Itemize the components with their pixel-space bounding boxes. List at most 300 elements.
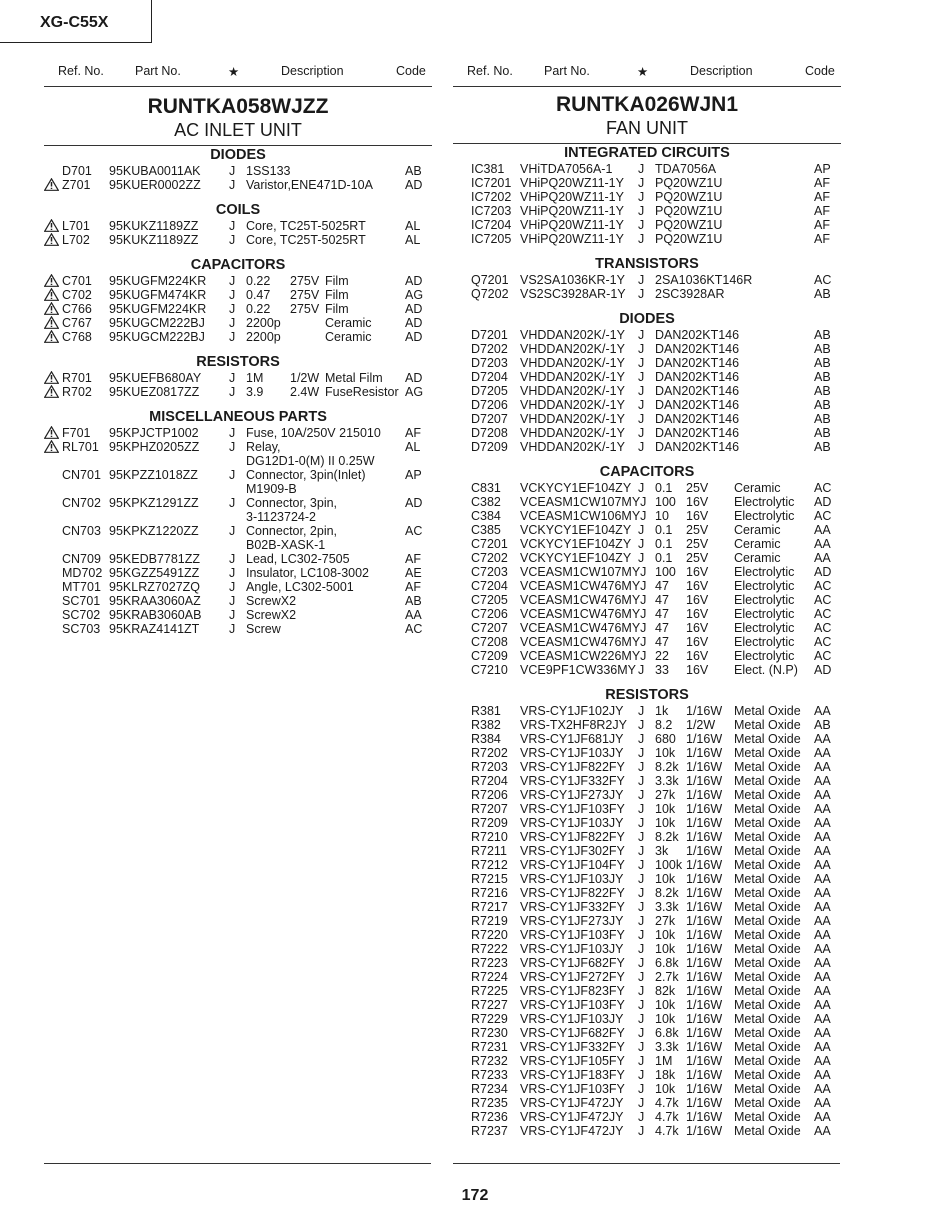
cell-d3: Metal Oxide <box>734 998 801 1012</box>
cell-d1: 0.1 <box>655 551 673 565</box>
cell-code: AF <box>405 426 421 440</box>
cell-ref: C7205 <box>471 593 508 607</box>
cell-d2: 1/16W <box>686 774 723 788</box>
cell-ref: C768 <box>62 330 92 344</box>
cell-d1: M1909-B <box>246 482 297 496</box>
table-row <box>453 1124 841 1138</box>
cell-d3: Electrolytic <box>734 607 795 621</box>
cell-d1: PQ20WZ1U <box>655 176 723 190</box>
cell-code: AA <box>814 956 831 970</box>
table-row <box>453 1068 841 1082</box>
cell-d3: Metal Oxide <box>734 1040 801 1054</box>
cell-ref: R381 <box>471 704 501 718</box>
warning-triangle-icon <box>44 233 59 246</box>
warning-triangle-icon <box>44 316 59 329</box>
cell-code: AD <box>405 274 423 288</box>
cell-d1: TDA7056A <box>655 162 717 176</box>
cell-ref: R7237 <box>471 1124 508 1138</box>
cell-code: AA <box>814 872 831 886</box>
table-row <box>453 788 841 802</box>
cell-d2: 16V <box>686 663 709 677</box>
cell-code: AA <box>814 998 831 1012</box>
warning-triangle-icon <box>44 302 59 315</box>
right-column <box>453 62 841 1138</box>
cell-d3: Ceramic <box>325 330 372 344</box>
cell-d1: DAN202KT146 <box>655 370 740 384</box>
cell-code: AB <box>814 370 831 384</box>
cell-d1: 1k <box>655 704 669 718</box>
cell-code: AC <box>814 481 832 495</box>
cell-d1: Angle, LC302-5001 <box>246 580 354 594</box>
cell-code: AB <box>814 356 831 370</box>
cell-j: J <box>229 552 236 566</box>
cell-j: J <box>638 830 645 844</box>
cell-d2: 16V <box>686 635 709 649</box>
cell-code: AB <box>814 384 831 398</box>
cell-d1: 100k <box>655 858 683 872</box>
cell-d3: Metal Oxide <box>734 886 801 900</box>
cell-j: J <box>638 356 645 370</box>
cell-j: J <box>638 858 645 872</box>
cell-ref: C7203 <box>471 565 508 579</box>
cell-code: AC <box>814 509 832 523</box>
header-ref: Ref. No. <box>467 64 513 78</box>
cell-j: J <box>229 164 236 178</box>
cell-code: AP <box>814 162 831 176</box>
cell-code: AD <box>814 565 832 579</box>
cell-ref: R7209 <box>471 816 508 830</box>
cell-code: AA <box>814 942 831 956</box>
table-row <box>453 914 841 928</box>
cell-d3: Metal Oxide <box>734 1054 801 1068</box>
cell-ref: C7208 <box>471 635 508 649</box>
cell-j: J <box>638 984 645 998</box>
table-row <box>453 830 841 844</box>
cell-code: AA <box>814 1096 831 1110</box>
cell-ref: R7234 <box>471 1082 508 1096</box>
cell-d1: 4.7k <box>655 1110 679 1124</box>
cell-d1: 47 <box>655 635 669 649</box>
cell-code: AA <box>814 1026 831 1040</box>
cell-j: J <box>638 398 645 412</box>
cell-d1: B02B-XASK-1 <box>246 538 326 552</box>
cell-part: 95KUKZ1189ZZ <box>109 219 199 233</box>
cell-d1: 3.3k <box>655 1040 679 1054</box>
footer-rule-right <box>453 1163 840 1164</box>
cell-d1: 10k <box>655 928 676 942</box>
cell-part: 95KPKZ1291ZZ <box>109 496 199 510</box>
cell-d2: 1/16W <box>686 830 723 844</box>
cell-j: J <box>638 844 645 858</box>
cell-ref: R7207 <box>471 802 508 816</box>
cell-part: VRS-CY1JF103JY <box>520 1012 624 1026</box>
cell-ref: IC7201 <box>471 176 512 190</box>
cell-code: AD <box>814 663 832 677</box>
table-row <box>453 565 841 579</box>
cell-d3: Electrolytic <box>734 565 795 579</box>
table-row <box>44 468 432 482</box>
cell-j: J <box>638 232 645 246</box>
cell-ref: C766 <box>62 302 92 316</box>
cell-d1: ScrewX2 <box>246 608 297 622</box>
cell-d3: FuseResistor <box>325 385 399 399</box>
cell-ref: R702 <box>62 385 92 399</box>
cell-d2: 1/16W <box>686 760 723 774</box>
cell-j: J <box>638 176 645 190</box>
cell-part: VS2SC3928AR-1Y <box>520 287 626 301</box>
cell-part: VCKYCY1EF104ZY <box>520 537 632 551</box>
table-row <box>44 288 432 302</box>
cell-code: AA <box>814 928 831 942</box>
cell-ref: IC7202 <box>471 190 512 204</box>
cell-d1: 0.22 <box>246 302 271 316</box>
cell-j: J <box>638 218 645 232</box>
cell-code: AD <box>405 330 423 344</box>
cell-d3: Metal Oxide <box>734 760 801 774</box>
cell-d1: 10k <box>655 1082 676 1096</box>
cell-d2: 1/2W <box>290 371 320 385</box>
cell-part: 95KPJCTP1002 <box>109 426 199 440</box>
cell-code: AB <box>814 412 831 426</box>
cell-d2: 25V <box>686 523 709 537</box>
table-row <box>44 594 432 608</box>
table-row <box>44 608 432 622</box>
table-row <box>44 580 432 594</box>
cell-j: J <box>229 496 236 510</box>
cell-d3: Metal Oxide <box>734 914 801 928</box>
table-row <box>44 164 432 178</box>
cell-d1: Connector, 3pin, <box>246 496 338 510</box>
cell-d1: 47 <box>655 579 669 593</box>
cell-code: AF <box>405 552 421 566</box>
cell-code: AA <box>814 523 831 537</box>
cell-d2: 1/16W <box>686 1054 723 1068</box>
cell-code: AB <box>814 718 831 732</box>
cell-j: J <box>638 970 645 984</box>
cell-part: VHDDAN202K/-1Y <box>520 440 625 454</box>
cell-j: J <box>638 287 645 301</box>
cell-ref: R7223 <box>471 956 508 970</box>
cell-code: AA <box>814 732 831 746</box>
table-row <box>453 704 841 718</box>
cell-ref: R7216 <box>471 886 508 900</box>
table-row <box>453 593 841 607</box>
cell-part: VHDDAN202K/-1Y <box>520 412 625 426</box>
cell-part: VRS-CY1JF103FY <box>520 928 625 942</box>
cell-ref: Q7202 <box>471 287 509 301</box>
table-row <box>453 1110 841 1124</box>
cell-d2: 16V <box>686 495 709 509</box>
cell-j: J <box>638 412 645 426</box>
cell-d2: 1/16W <box>686 1012 723 1026</box>
cell-d1: 2200p <box>246 330 281 344</box>
cell-j: J <box>638 384 645 398</box>
cell-part: VHDDAN202K/-1Y <box>520 426 625 440</box>
cell-j: J <box>638 537 645 551</box>
cell-ref: D7206 <box>471 398 508 412</box>
cell-part: VRS-CY1JF103JY <box>520 872 624 886</box>
cell-code: AC <box>814 621 832 635</box>
cell-j: J <box>638 1068 645 1082</box>
cell-j: J <box>638 886 645 900</box>
cell-code: AB <box>405 164 422 178</box>
table-row <box>453 663 841 677</box>
cell-part: VRS-TX2HF8R2JY <box>520 718 627 732</box>
cell-d3: Metal Oxide <box>734 704 801 718</box>
cell-part: VRS-CY1JF472JY <box>520 1110 624 1124</box>
cell-ref: R384 <box>471 732 501 746</box>
cell-code: AF <box>814 204 830 218</box>
unit-name: AC INLET UNIT <box>174 120 302 140</box>
cell-part: VRS-CY1JF103FY <box>520 802 625 816</box>
cell-d3: Ceramic <box>325 316 372 330</box>
header-desc: Description <box>690 64 753 78</box>
cell-ref: D7204 <box>471 370 508 384</box>
table-row <box>44 426 432 440</box>
cell-d1: DAN202KT146 <box>655 328 740 342</box>
cell-j: J <box>229 288 236 302</box>
cell-d1: DAN202KT146 <box>655 342 740 356</box>
warning-triangle-icon <box>44 274 59 287</box>
table-row <box>44 178 432 192</box>
section-heading: RESISTORS <box>605 687 689 703</box>
cell-d2: 1/16W <box>686 872 723 886</box>
cell-ref: D7209 <box>471 440 508 454</box>
warning-triangle-icon <box>44 385 59 398</box>
cell-j: J <box>229 594 236 608</box>
cell-j: J <box>229 178 236 192</box>
cell-d1: 2200p <box>246 316 281 330</box>
cell-d1: DAN202KT146 <box>655 440 740 454</box>
cell-code: AA <box>814 970 831 984</box>
section-heading: CAPACITORS <box>190 257 286 273</box>
cell-code: AA <box>814 914 831 928</box>
cell-part: 95KUGCM222BJ <box>109 316 205 330</box>
cell-code: AD <box>405 371 423 385</box>
cell-code: AF <box>405 580 421 594</box>
cell-part: VRS-CY1JF302FY <box>520 844 625 858</box>
table-row <box>453 1082 841 1096</box>
cell-part: VCEASM1CW476MYJ <box>520 607 647 621</box>
column-header <box>44 62 432 87</box>
cell-j: J <box>638 1026 645 1040</box>
cell-j: J <box>638 774 645 788</box>
cell-d3: Electrolytic <box>734 635 795 649</box>
cell-ref: L702 <box>62 233 90 247</box>
cell-j: J <box>638 1012 645 1026</box>
cell-code: AD <box>405 316 423 330</box>
table-row <box>453 509 841 523</box>
cell-part: VCEASM1CW476MYJ <box>520 593 647 607</box>
cell-j: J <box>638 1124 645 1138</box>
cell-d1: 22 <box>655 649 669 663</box>
cell-code: AD <box>814 495 832 509</box>
cell-j: J <box>638 900 645 914</box>
cell-j: J <box>229 622 236 636</box>
table-row <box>44 302 432 316</box>
cell-ref: C7209 <box>471 649 508 663</box>
cell-j: J <box>229 219 236 233</box>
cell-code: AA <box>814 1054 831 1068</box>
cell-d2: 25V <box>686 537 709 551</box>
cell-d3: Film <box>325 288 349 302</box>
cell-part: 95KPKZ1220ZZ <box>109 524 199 538</box>
cell-code: AA <box>814 746 831 760</box>
cell-d2: 1/16W <box>686 984 723 998</box>
cell-code: AF <box>814 176 830 190</box>
cell-ref: MD702 <box>62 566 103 580</box>
cell-d1: 8.2k <box>655 760 679 774</box>
cell-part: VCKYCY1EF104ZY <box>520 523 632 537</box>
cell-d1: DAN202KT146 <box>655 356 740 370</box>
cell-part: VRS-CY1JF472JY <box>520 1096 624 1110</box>
cell-d3: Electrolytic <box>734 579 795 593</box>
unit-name: FAN UNIT <box>605 118 688 138</box>
cell-j: J <box>638 162 645 176</box>
cell-part: VHDDAN202K/-1Y <box>520 398 625 412</box>
cell-code: AA <box>814 704 831 718</box>
table-row <box>453 746 841 760</box>
cell-d1: 100 <box>655 565 676 579</box>
table-row <box>44 566 432 580</box>
cell-j: J <box>229 302 236 316</box>
cell-part: VHDDAN202K/-1Y <box>520 328 625 342</box>
cell-part: 95KEDB7781ZZ <box>109 552 201 566</box>
table-row <box>44 385 432 399</box>
cell-d3: Metal Oxide <box>734 774 801 788</box>
cell-part: 95KLRZ7027ZQ <box>109 580 201 594</box>
cell-d1: PQ20WZ1U <box>655 204 723 218</box>
cell-ref: D7203 <box>471 356 508 370</box>
table-row <box>453 956 841 970</box>
cell-part: VCEASM1CW106MYJ <box>520 509 647 523</box>
cell-d1: DAN202KT146 <box>655 398 740 412</box>
cell-j: J <box>229 440 236 454</box>
cell-ref: R7206 <box>471 788 508 802</box>
cell-d3: Metal Oxide <box>734 956 801 970</box>
cell-d2: 1/16W <box>686 1026 723 1040</box>
cell-d1: 2.7k <box>655 970 679 984</box>
cell-ref: R7202 <box>471 746 508 760</box>
cell-part: VS2SA1036KR-1Y <box>520 273 625 287</box>
table-row <box>453 176 841 190</box>
cell-d2: 1/16W <box>686 1082 723 1096</box>
cell-d2: 275V <box>290 288 320 302</box>
cell-ref: RL701 <box>62 440 99 454</box>
table-row <box>453 942 841 956</box>
cell-d1: 10k <box>655 746 676 760</box>
divider <box>453 143 841 144</box>
page-number: 172 <box>461 1187 489 1204</box>
cell-code: AA <box>814 788 831 802</box>
cell-code: AP <box>405 468 422 482</box>
warning-triangle-icon <box>44 371 59 384</box>
header-code: Code <box>396 64 426 78</box>
header-star: ★ <box>637 65 649 79</box>
warning-triangle-icon <box>44 288 59 301</box>
cell-d2: 1/16W <box>686 1068 723 1082</box>
cell-d3: Metal Oxide <box>734 858 801 872</box>
cell-code: AC <box>814 607 832 621</box>
cell-d2: 1/16W <box>686 746 723 760</box>
cell-d1: 8.2k <box>655 886 679 900</box>
cell-part: VRS-CY1JF822FY <box>520 886 625 900</box>
cell-d2: 16V <box>686 565 709 579</box>
cell-ref: R7212 <box>471 858 508 872</box>
cell-code: AA <box>814 816 831 830</box>
cell-ref: D7202 <box>471 342 508 356</box>
section-heading: MISCELLANEOUS PARTS <box>149 409 327 425</box>
cell-part: 95KUKZ1189ZZ <box>109 233 199 247</box>
table-row <box>453 579 841 593</box>
cell-d2: 1/16W <box>686 816 723 830</box>
cell-d3: Metal Oxide <box>734 732 801 746</box>
cell-ref: IC381 <box>471 162 505 176</box>
cell-part: 95KRAA3060AZ <box>109 594 201 608</box>
cell-ref: Z701 <box>62 178 91 192</box>
cell-code: AA <box>814 830 831 844</box>
cell-d1: Relay, <box>246 440 281 454</box>
cell-d3: Metal Oxide <box>734 788 801 802</box>
cell-d1: 10k <box>655 802 676 816</box>
cell-part: VCEASM1CW476MYJ <box>520 635 647 649</box>
table-row <box>44 496 432 510</box>
cell-j: J <box>638 370 645 384</box>
cell-j: J <box>638 718 645 732</box>
cell-ref: R7224 <box>471 970 508 984</box>
cell-j: J <box>638 956 645 970</box>
cell-j: J <box>638 273 645 287</box>
cell-d1: 10 <box>655 509 669 523</box>
cell-part: VRS-CY1JF183FY <box>520 1068 625 1082</box>
cell-d1: 10k <box>655 942 676 956</box>
parts-list <box>44 147 432 636</box>
cell-j: J <box>229 274 236 288</box>
cell-ref: C7202 <box>471 551 508 565</box>
cell-j: J <box>638 204 645 218</box>
cell-code: AG <box>405 385 424 399</box>
cell-ref: R701 <box>62 371 92 385</box>
cell-d3: Elect. (N.P) <box>734 663 798 677</box>
cell-ref: R7227 <box>471 998 508 1012</box>
cell-d1: Insulator, LC108-3002 <box>246 566 370 580</box>
cell-ref: R7219 <box>471 914 508 928</box>
cell-d2: 1/16W <box>686 928 723 942</box>
cell-d2: 1/16W <box>686 970 723 984</box>
cell-code: AD <box>405 302 423 316</box>
model-label: XG-C55X <box>0 0 152 43</box>
cell-d3: Metal Oxide <box>734 942 801 956</box>
cell-j: J <box>638 342 645 356</box>
table-row <box>44 371 432 385</box>
cell-ref: IC7203 <box>471 204 512 218</box>
cell-code: AC <box>814 273 832 287</box>
table-row <box>453 384 841 398</box>
cell-d1: Varistor,ENE471D-10A <box>246 178 373 192</box>
cell-ref: C384 <box>471 509 501 523</box>
cell-part: VCEASM1CW476MYJ <box>520 579 647 593</box>
parts-list <box>453 145 841 1138</box>
cell-j: J <box>638 928 645 942</box>
cell-ref: R7235 <box>471 1096 508 1110</box>
cell-code: AA <box>814 1124 831 1138</box>
cell-d2: 16V <box>686 621 709 635</box>
table-row <box>453 1040 841 1054</box>
cell-d2: 1/16W <box>686 732 723 746</box>
section-heading: RESISTORS <box>196 354 280 370</box>
table-row <box>453 495 841 509</box>
cell-d1: ScrewX2 <box>246 594 297 608</box>
